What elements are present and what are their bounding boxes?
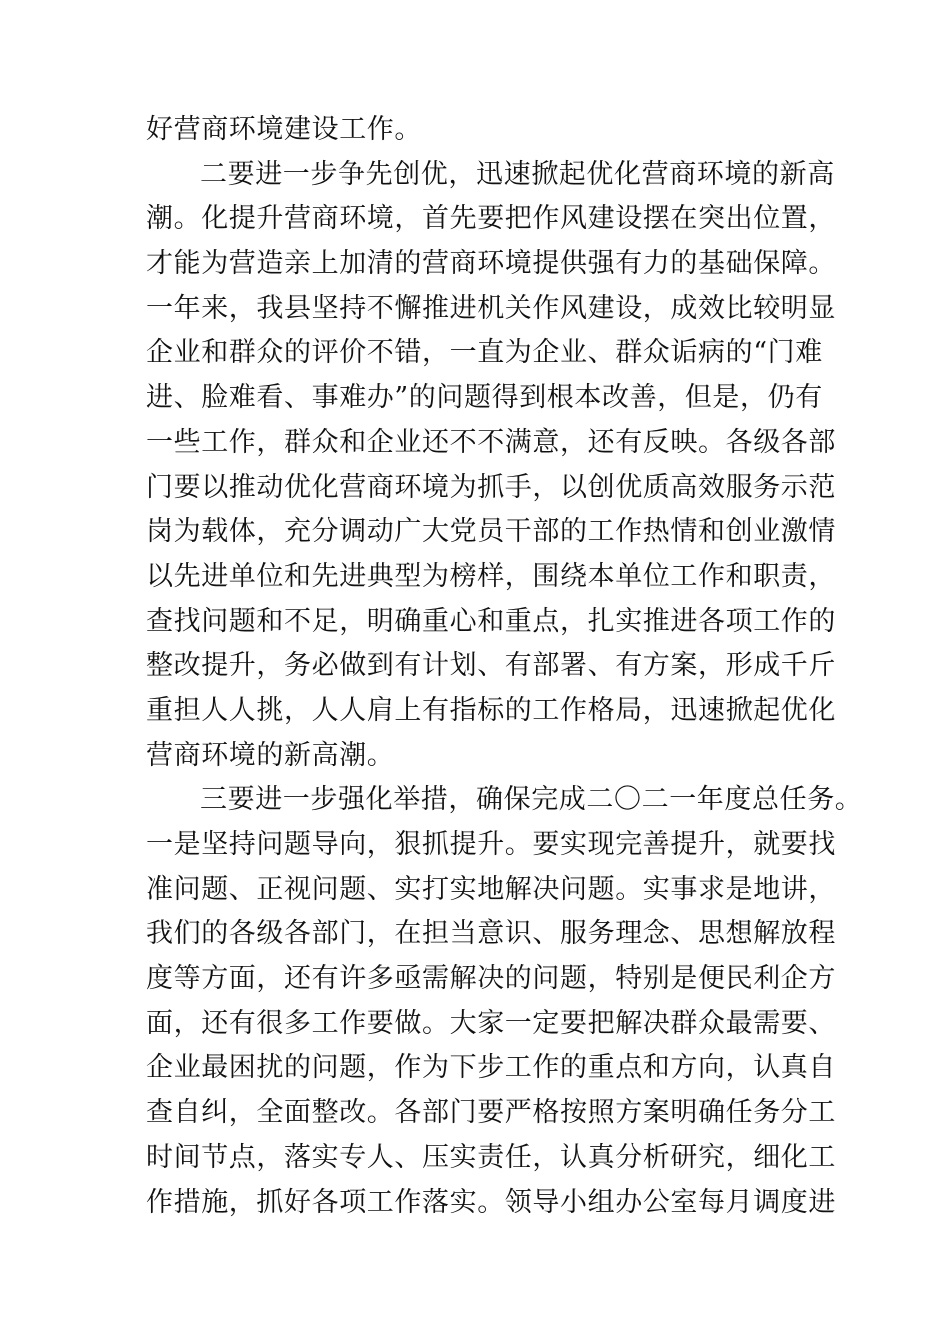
text-line: 我们的各级各部门，在担当意识、服务理念、思想解放程 [146,918,836,950]
text-line: 整改提升，务必做到有计划、有部署、有方案，形成千斤 [146,650,836,682]
text-line: 岗为载体，充分调动广大党员干部的工作热情和创业激情 [146,516,836,548]
text-line: 以先进单位和先进典型为榜样，围绕本单位工作和职责， [146,560,836,592]
text-line: 度等方面，还有许多亟需解决的问题，特别是便民利企方 [146,963,836,995]
text-line: 三要进一步强化举措，确保完成二〇二一年度总任务。 [200,784,863,816]
text-line: 一是坚持问题导向，狠抓提升。要实现完善提升，就要找 [146,829,836,860]
text-line: 二要进一步争先创优，迅速掀起优化营商环境的新高 [200,158,835,190]
document-body [146,108,863,1225]
text-line: 查找问题和不足，明确重心和重点，扎实推进各项工作的 [146,605,836,637]
text-line: 企业和群众的评价不错，一直为企业、群众诟病的“门难 [146,337,823,369]
text-line: 好营商环境建设工作。 [146,114,422,145]
text-line: 准问题、正视问题、实打实地解决问题。实事求是地讲， [146,873,836,905]
text-line: 才能为营造亲上加清的营商环境提供强有力的基础保障。 [146,248,836,280]
text-line: 查自纠，全面整改。各部门要严格按照方案明确任务分工 [146,1097,836,1129]
text-line: 作措施，抓好各项工作落实。领导小组办公室每月调度进 [146,1186,836,1218]
text-line: 面，还有很多工作要做。大家一定要把解决群众最需要、 [146,1007,836,1039]
text-line: 门要以推动优化营商环境为抓手，以创优质高效服务示范 [146,471,836,503]
text-line: 企业最困扰的问题，作为下步工作的重点和方向，认真自 [146,1052,836,1084]
text-line: 潮。化提升营商环境，首先要把作风建设摆在突出位置， [146,203,836,235]
text-line: 时间节点，落实专人、压实责任，认真分析研究，细化工 [146,1141,836,1173]
text-line: 进、脸难看、事难办”的问题得到根本改善，但是，仍有 [146,382,823,414]
text-line: 重担人人挑，人人肩上有指标的工作格局，迅速掀起优化 [146,694,836,726]
text-line: 一年来，我县坚持不懈推进机关作风建设，成效比较明显 [146,292,836,324]
text-line: 营商环境的新高潮。 [146,739,395,771]
text-line: 一些工作，群众和企业还不不满意，还有反映。各级各部 [146,426,836,458]
